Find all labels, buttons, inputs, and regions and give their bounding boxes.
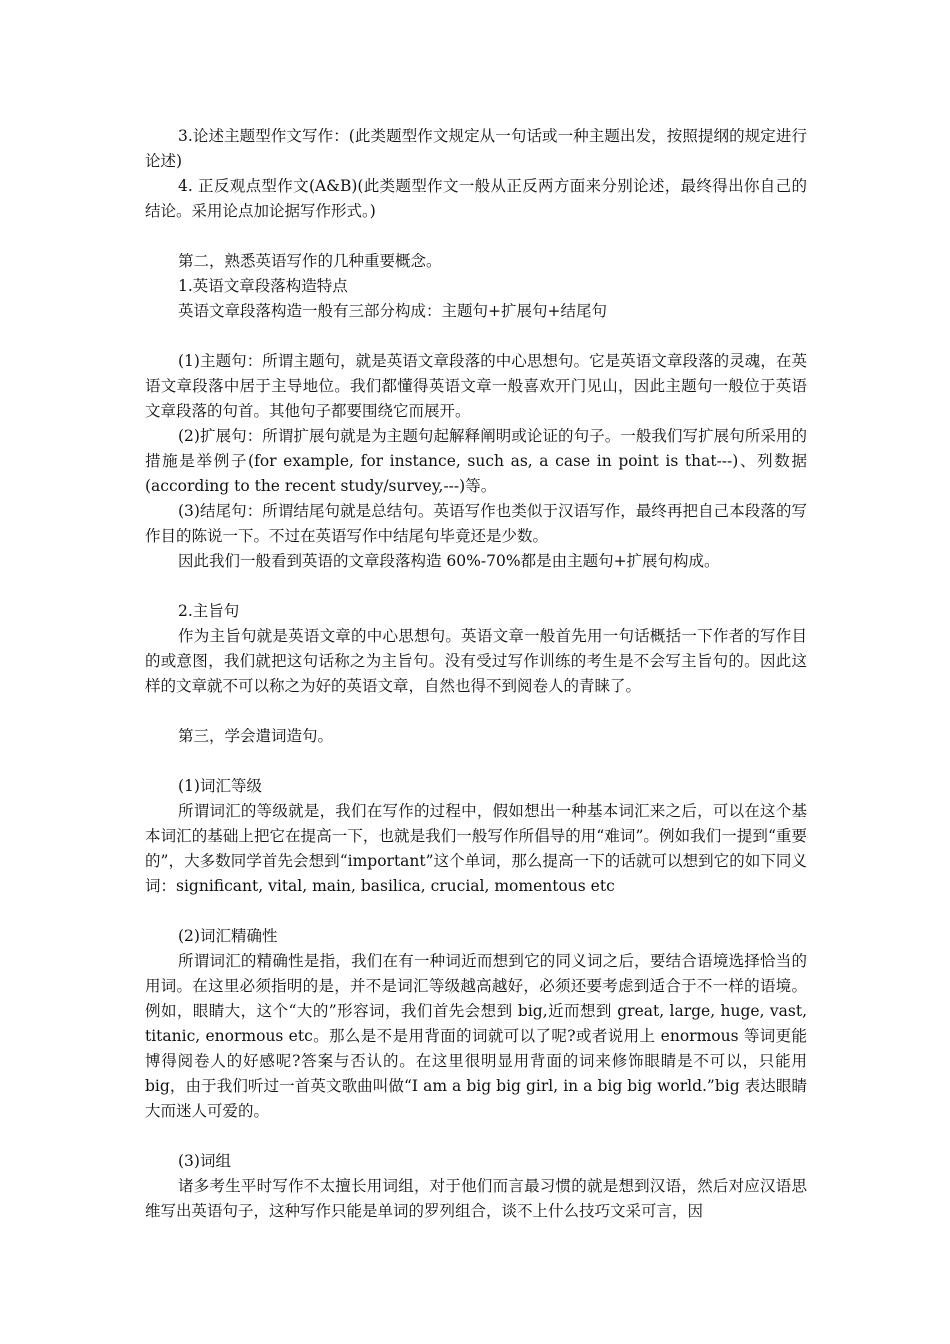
document-body: [145, 124, 807, 1224]
paragraph: 2.主旨句: [178, 602, 240, 620]
paragraph: 第二，熟悉英语写作的几种重要概念。: [178, 252, 442, 270]
paragraph: 第三，学会遣词造句。: [178, 727, 334, 745]
paragraph: (3)词组: [178, 1152, 231, 1170]
paragraph-spacer: [145, 699, 807, 724]
paragraph: (1)词汇等级: [178, 777, 262, 795]
paragraph-spacer: [145, 749, 807, 774]
paragraph-spacer: [145, 574, 807, 599]
paragraph: 所谓词汇的等级就是，我们在写作的过程中，假如想出一种基本词汇来之后，可以在这个基本词汇的基础上把它在提高一下，也就是我们一般写作所倡导的用“难词”。例如我们一提到“重要的”，大多数同学首先会想到“important”这个单词，那么提高一下的话就可以想到它的如下同义词：significant, vital, main, basilica, crucial, momentous etc: [145, 802, 807, 895]
paragraph: 所谓词汇的精确性是指，我们在有一种词近而想到它的同义词之后，要结合语境选择恰当的用词。在这里必须指明的是，并不是词汇等级越高越好，必须还要考虑到适合于不一样的语境。例如，眼睛大，这个“大的”形容词，我们首先会想到 big,近而想到 great, large, huge, vast, titanic, enormous etc。那么是不是用背面的词就可以了呢?或者说用上 enormous 等词更能博得阅卷人的好感呢?答案与否认的。在这里很明显用背面的词来修饰眼睛是不可以，只能用 big，由于我们听过一首英文歌曲叫做“I am a big big girl, in a big big world.”big 表达眼睛大而迷人可爱的。: [145, 952, 807, 1120]
paragraph: (1)主题句：所谓主题句，就是英语文章段落的中心思想句。它是英语文章段落的灵魂，在英语文章段落中居于主导地位。我们都懂得英语文章一般喜欢开门见山，因此主题句一般位于英语文章段落的句首。其他句子都要围绕它而展开。: [145, 352, 807, 420]
paragraph-spacer: [145, 224, 807, 249]
paragraph-spacer: [145, 1124, 807, 1149]
paragraph-spacer: [145, 899, 807, 924]
paragraph: 因此我们一般看到英语的文章段落构造 60%-70%都是由主题句+扩展句构成。: [178, 552, 720, 570]
paragraph: 英语文章段落构造一般有三部分构成：主题句+扩展句+结尾句: [178, 302, 607, 320]
paragraph: 3.论述主题型作文写作：(此类题型作文规定从一句话或一种主题出发，按照提纲的规定进行论述): [145, 127, 807, 170]
paragraph: 作为主旨句就是英语文章的中心思想句。英语文章一般首先用一句话概括一下作者的写作目的或意图，我们就把这句话称之为主旨句。没有受过写作训练的考生是不会写主旨句的。因此这样的文章就不可以称之为好的英语文章，自然也得不到阅卷人的青睐了。: [145, 627, 807, 695]
paragraph: 4. 正反观点型作文(A&B)(此类题型作文一般从正反两方面来分别论述，最终得出你自己的结论。采用论点加论据写作形式。): [145, 177, 807, 220]
paragraph-spacer: [145, 324, 807, 349]
paragraph: (2)扩展句：所谓扩展句就是为主题句起解释阐明或论证的句子。一般我们写扩展句所采用的措施是举例子(for example, for instance, such as, a case in point is that---)、列数据(according to the recent study/survey,---)等。: [145, 427, 807, 495]
paragraph: (2)词汇精确性: [178, 927, 278, 945]
paragraph: 1.英语文章段落构造特点: [178, 277, 348, 295]
paragraph: (3)结尾句：所谓结尾句就是总结句。英语写作也类似于汉语写作，最终再把自己本段落的写作目的陈说一下。不过在英语写作中结尾句毕竟还是少数。: [145, 502, 807, 545]
paragraph: 诸多考生平时写作不太擅长用词组，对于他们而言最习惯的就是想到汉语，然后对应汉语思维写出英语句子，这种写作只能是单词的罗列组合，谈不上什么技巧文采可言，因: [145, 1177, 807, 1220]
